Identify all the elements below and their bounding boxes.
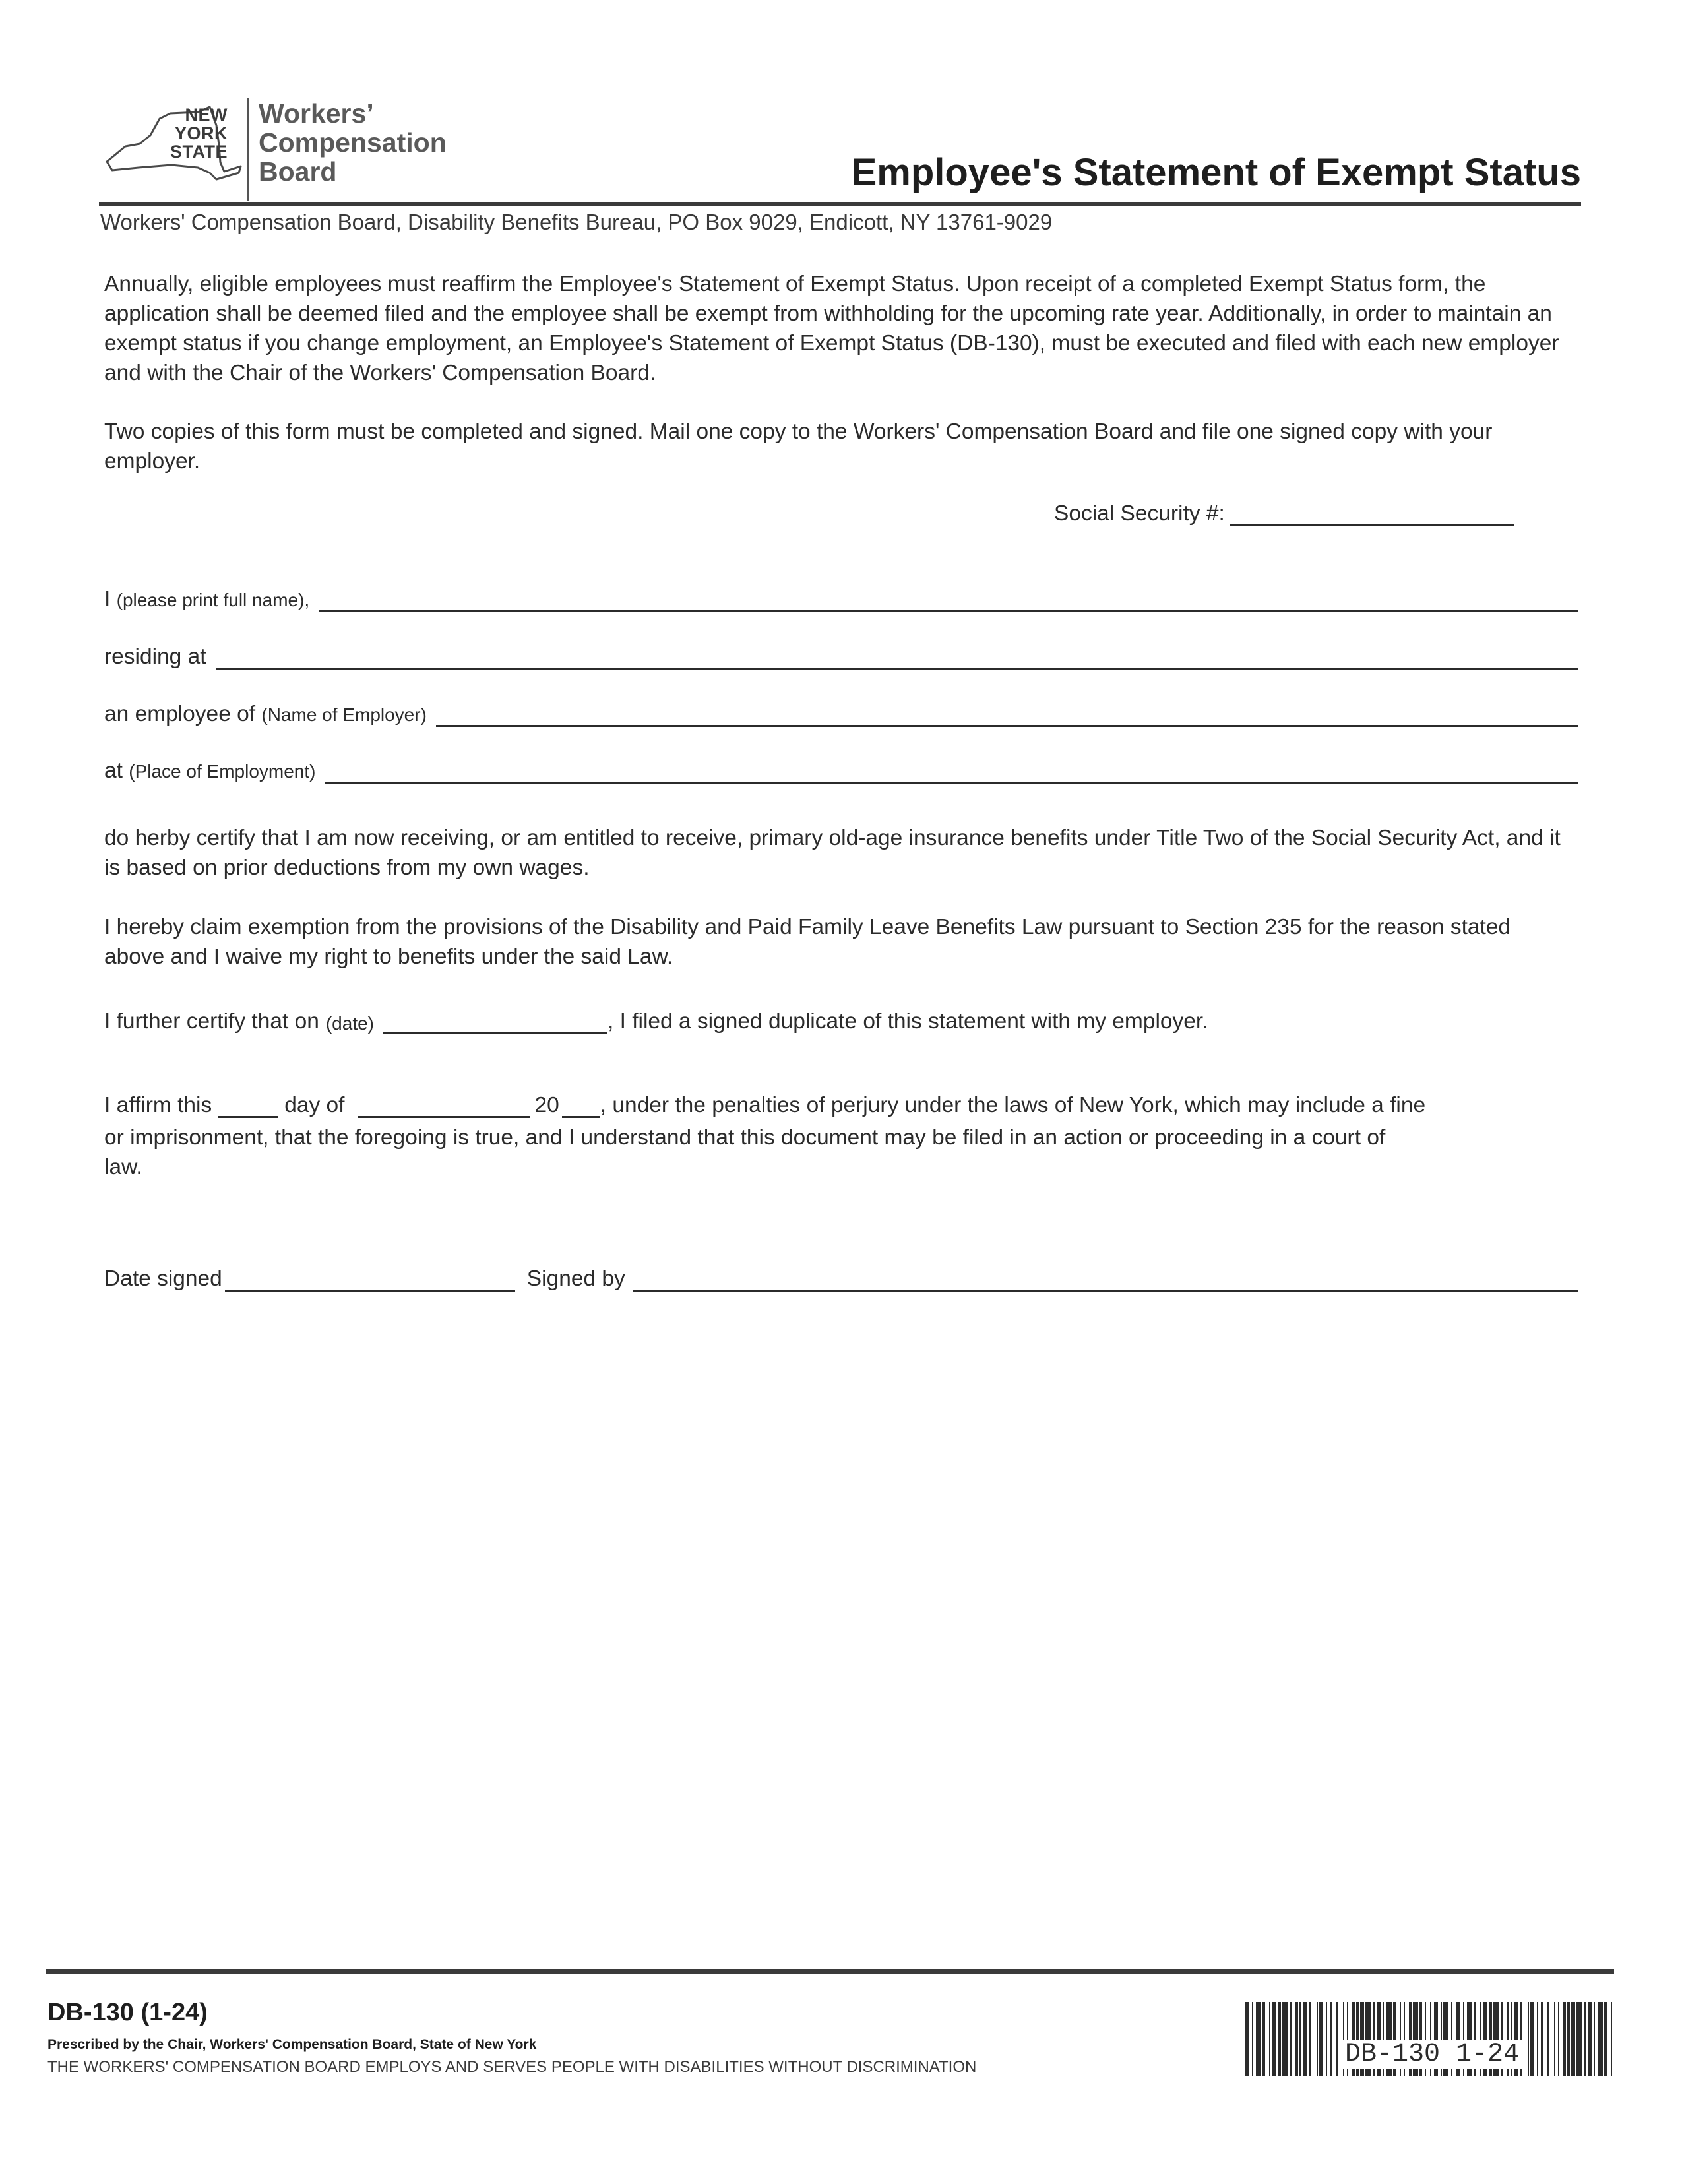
signed-by-input[interactable] — [633, 1268, 1578, 1292]
title-divider — [99, 202, 1581, 206]
barcode-bar — [1252, 2002, 1253, 2076]
prescribed-by: Prescribed by the Chair, Workers' Compensation Board, State of New York — [47, 2037, 537, 2052]
barcode-bar — [1554, 2002, 1555, 2076]
barcode-bar — [1282, 2002, 1288, 2076]
barcode-bar — [1262, 2002, 1265, 2076]
barcode-bar — [1303, 2002, 1307, 2076]
barcode-bar — [1541, 2002, 1543, 2076]
logo-state-line-1: NEW — [185, 105, 228, 125]
barcode-bar — [1571, 2002, 1575, 2076]
intro-paragraph-1: Annually, eligible employees must reaffirm the Employee's Statement of Exempt Status. Upon receipt of a completed Exempt Status form, the application shall be deemed filed and the employee shall be exempt from withholding for the upcoming rate year. Additionally, in order to maintain an exempt status if you change employment, an Employee's Statement of Exempt Status (DB-130), must be executed and filed with each new employer and with the Chair of the Workers' Compensation Board. — [104, 272, 1559, 385]
barcode-bar — [1330, 2002, 1332, 2076]
logo-state-line-2: YORK — [174, 123, 228, 143]
signature-row — [104, 1266, 1578, 1292]
barcode-bar — [1537, 2002, 1538, 2076]
employer-label-prefix: an employee of — [104, 702, 256, 726]
logo-org-line-1: Workers’ — [259, 98, 374, 129]
employer-label-note: (Name of Employer) — [261, 704, 427, 725]
logo-divider — [247, 98, 249, 201]
barcode-bar — [1245, 2002, 1249, 2076]
barcode-bar — [1611, 2002, 1612, 2076]
barcode-bar — [1598, 2002, 1603, 2076]
barcode-bar — [1299, 2002, 1301, 2076]
full-name-label — [104, 587, 309, 612]
barcode-bar — [1576, 2002, 1582, 2076]
non-discrimination-statement: THE WORKERS' COMPENSATION BOARD EMPLOYS AND SERVES PEOPLE WITH DISABILITIES WITHOUT DISCRIMINATION — [47, 2058, 977, 2076]
barcode-bar — [1256, 2002, 1261, 2076]
barcode-bar — [1558, 2002, 1559, 2076]
full-name-input[interactable] — [319, 589, 1578, 612]
bureau-address: Workers' Compensation Board, Disability Benefits Bureau, PO Box 9029, Endicott, NY 13761-9029 — [100, 210, 1053, 234]
filed-date-suffix: , I filed a signed duplicate of this statement with my employer. — [607, 1009, 1208, 1034]
certify-paragraph-1: do herby certify that I am now receiving, or am entitled to receive, primary old-age insurance benefits under Title Two of the Social Security Act, and it is based on prior deductions from my own wages. — [104, 826, 1561, 880]
affirm-year-prefix: 20 — [534, 1093, 559, 1117]
place-label-note: (Place of Employment) — [129, 761, 316, 782]
barcode-bar — [1336, 2002, 1338, 2076]
barcode-bar — [1594, 2002, 1595, 2076]
signed-by-label: Signed by — [526, 1266, 625, 1291]
barcode-bar — [1317, 2002, 1318, 2076]
filed-date-prefix: I further certify that on — [104, 1009, 319, 1034]
affirm-prefix: I affirm this — [104, 1093, 212, 1117]
page-title: Employee's Statement of Exempt Status — [851, 151, 1581, 194]
place-of-employment-input[interactable] — [325, 761, 1578, 784]
logo-state-line-3: STATE — [170, 142, 228, 162]
filed-date-input[interactable] — [383, 1011, 607, 1034]
barcode-bar — [1290, 2002, 1292, 2076]
date-signed-label: Date signed — [104, 1266, 222, 1291]
full-name-label-prefix: I — [104, 587, 111, 611]
barcode-bar — [1528, 2002, 1529, 2076]
residing-label: residing at — [104, 644, 206, 669]
intro-paragraph-2: Two copies of this form must be completed and signed. Mail one copy to the Workers' Compensation Board and file one signed copy with your employer. — [104, 420, 1493, 474]
logo-org-line-3: Board — [259, 156, 337, 187]
barcode-bar — [1530, 2002, 1534, 2076]
barcode-bar — [1588, 2002, 1592, 2076]
logo-org-name — [259, 99, 447, 186]
barcode-bar — [1547, 2002, 1549, 2076]
logo-org-line-2: Compensation — [259, 127, 447, 158]
barcode-bar — [1319, 2002, 1323, 2076]
affirm-text-line-1: , under the penalties of perjury under the laws of New York, which may include a fine — [600, 1093, 1426, 1117]
ssn-label: Social Security #: — [1054, 501, 1225, 526]
residing-row — [104, 644, 1578, 670]
affirm-text-line-3: law. — [104, 1155, 142, 1179]
employer-row — [104, 702, 1578, 727]
certify-paragraph-2: I hereby claim exemption from the provisions of the Disability and Paid Family Leave Benefits Law pursuant to Section 235 for the reason stated above and I waive my right to benefits under the said Law. — [104, 915, 1511, 969]
affirm-text-line-2: or imprisonment, that the foregoing is true, and I understand that this document may be filed in an action or proceeding in a court of — [104, 1125, 1386, 1150]
date-signed-input[interactable] — [225, 1268, 515, 1292]
barcode-bar — [1604, 2002, 1607, 2076]
residing-input[interactable] — [216, 646, 1578, 670]
affirm-day-input[interactable] — [218, 1095, 278, 1118]
employer-label — [104, 702, 427, 727]
full-name-row — [104, 587, 1578, 612]
barcode-bar — [1278, 2002, 1281, 2076]
full-name-label-note: (please print full name), — [116, 590, 310, 610]
barcode-bar — [1563, 2002, 1566, 2076]
form-id: DB-130 (1-24) — [47, 1999, 208, 2026]
place-label — [104, 759, 315, 784]
barcode-bar — [1295, 2002, 1298, 2076]
barcode-bar — [1269, 2002, 1270, 2076]
filed-date-note: (date) — [325, 1013, 374, 1034]
barcode-bar — [1567, 2002, 1570, 2076]
footer-divider — [46, 1969, 1614, 1974]
affirm-day-of: day of — [284, 1093, 345, 1117]
barcode-bar — [1272, 2002, 1276, 2076]
barcode-text: DB-130 1-24 — [1342, 2040, 1522, 2069]
affirm-month-input[interactable] — [358, 1095, 530, 1118]
place-label-prefix: at — [104, 759, 123, 783]
logo-state-text — [170, 106, 228, 161]
place-of-employment-row — [104, 759, 1578, 784]
filed-date-row — [104, 1009, 1208, 1034]
affirm-year-input[interactable] — [562, 1095, 600, 1118]
ssn-input[interactable] — [1230, 503, 1514, 526]
barcode-bar — [1309, 2002, 1311, 2076]
barcode-bar — [1584, 2002, 1586, 2076]
affirm-row — [104, 1093, 1425, 1118]
ssn-row — [1054, 501, 1514, 526]
barcode-bar — [1326, 2002, 1327, 2076]
employer-input[interactable] — [436, 704, 1578, 727]
